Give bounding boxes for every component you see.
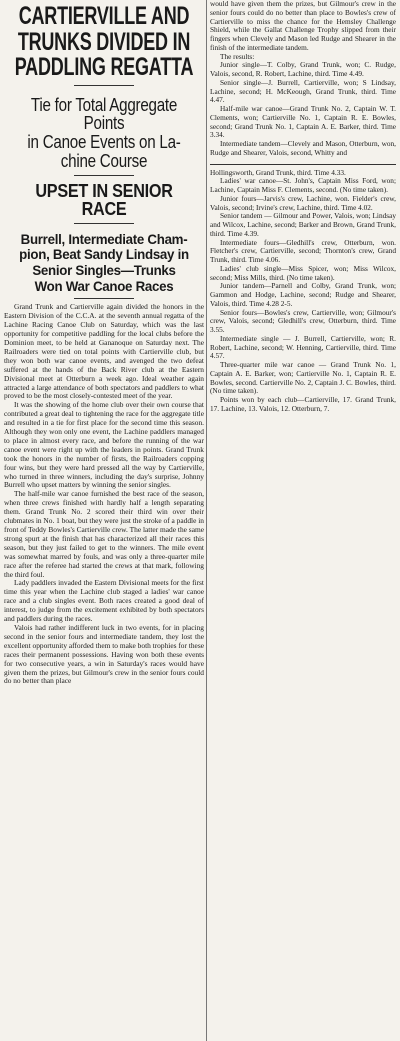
article-paragraph: Valois had rather indifferent luck in two events, for in placing second in the senior fours and intermediate tandem, they lost the excellent opportunity afforded them to make both trophies for these races their permanent possessions. Having won both these events for two consecutive years, a win in Saturday's races would have given them the prizes, but Gilmour's crew in the senior fours could do no better than place <box>4 622 204 686</box>
summary-line: pion, Beat Sandy Lindsay in <box>19 246 189 263</box>
summary-line: Burrell, Intermediate Cham- <box>20 230 188 247</box>
main-headline <box>10 4 197 81</box>
summary-line: Won War Canoe Races <box>34 277 174 294</box>
headline-divider <box>74 298 134 299</box>
article-paragraph: Grand Trunk and Cartierville again divided the honors in the Eastern Division of the C.C.A. at the seventh annual regatta of the Lachine Racing Canoe Club on Saturday, which was the last opportunity for competitive paddling for the local clubs before the Dominion meet, to be held at Gananoque on Saturday next. The Railroaders were tied on total points with Cartierville club, but they won both war canoe events, and avenged the two defeat suffered at the hands of the Back River club at the Eastern Divisional meet at Otterburn a week ago. Ideal weather again attracted a large attendance of both spectators and paddlers to what proved to be the most closely-contested meet of the year. <box>4 302 204 401</box>
result-entry: Senior tandem — Gilmour and Power, Valois, won; Lindsay and Wilcox, Lachine, second; Barker and Brown, Grand Trunk, third. Time 4.39. <box>210 211 396 238</box>
result-entry: Three-quarter mile war canoe — Grand Trunk No. 1, Captain A. E. Barker, won; Cartierville No. 1, Captain R. E. Bowles, second. Cartierville No. 2, Captain J. C. Bowles, third. (No time taken). <box>210 360 396 396</box>
main-headline-line: PADDLING REGATTA <box>14 53 194 81</box>
result-entry: Senior fours—Bowles's crew, Cartierville, won; Gilmour's crew, Valois, second; Gledhill's crew, Otterburn, third. Time 3.55. <box>210 307 396 334</box>
deck-line: Tie for Total Aggregate Points <box>30 93 178 134</box>
main-headline-line: TRUNKS DIVIDED IN <box>17 27 191 56</box>
result-entry: Ladies' war canoe—St. John's, Captain Miss Ford, won; Lachine, Captain Miss F. Clements, second. (No time taken). <box>210 176 396 194</box>
result-entry: Junior fours—Jarvis's crew, Lachine, won. Fielder's crew, Valois, second; Irvine's crew, Lachine, third. Time 4.02. <box>210 193 396 212</box>
article-paragraph: It was the showing of the home club over their own course that contributed a great deal to tightening the race for the aggregate title and resulted in a tie for first place for the second time this season. Although they won only one event, the Lachine paddlers managed to place in almost every race, and before the running of the war canoe event were right up with the leaders in points. Grand Trunk took the honors in the number of firsts, the Railroaders copping four wins, but they were hard pressed all the way by Cartierville, who turned in three winners, including the day's surprise, Johnny Burrell who upset matters by winning the senior singles. <box>4 400 204 490</box>
result-entry: Senior single—J. Burrell, Cartierville, won; S Lindsay, Lachine, second; H. McKeough, Grand Trunk, third. Time 4.47. <box>210 77 396 105</box>
upset-headline: UPSET IN SENIOR RACE <box>35 180 173 220</box>
deck-line: chine Course <box>60 150 148 172</box>
result-entry: Junior single—T. Colby, Grand Trunk, won; C. Rudge, Valois, second, R. Robert, Lachine, third. Time 4.49. <box>210 60 396 78</box>
result-entry: Junior tandem—Parnell and Colby, Grand Trunk, won; Gammon and Hodge, Lachine, second; Rudge and Shearer, Valois, third. Time 4.28 2-5. <box>210 281 396 308</box>
results-heading: The results: <box>220 51 255 61</box>
headline-divider <box>74 85 134 86</box>
article-paragraph: Lady paddlers invaded the Eastern Divisional meets for the first time this year when the Lachine club staged a ladies' war canoe race and a club singles event. Both races created a good deal of interest, to judge from the excitement exhibited by both spectators and paddlers during the races. <box>4 578 204 624</box>
result-entry: Intermediate fours—Gledhill's crew, Otterburn, won. Fletcher's crew, Cartierville, second; Thornton's crew, Grand Trunk, third. Time 4.06. <box>210 237 396 264</box>
left-column <box>4 0 204 686</box>
deck-line: in Canoe Events on La- <box>27 131 181 153</box>
right-column <box>210 0 396 414</box>
result-entry: Intermediate single — J. Burrell, Cartierville, won; R. Robert, Lachine, second; W. Henning, Cartierville, third. Time 4.57. <box>210 333 396 361</box>
result-entry: Ladies' club single—Miss Spicer, won; Miss Wilcox, second; Miss Mills, third. (No time taken). <box>210 263 396 282</box>
headline-divider <box>74 223 134 224</box>
result-entry: Intermediate tandem—Clevely and Mason, Otterburn, won, Rudge and Shearer, Valois, second, Whitty and <box>210 139 396 157</box>
result-entry: Points won by each club—Cartierville, 17. Grand Trunk, 17. Lachine, 13. Valois, 12. Otterburn, 7. <box>210 395 396 413</box>
section-divider <box>210 164 396 165</box>
result-entry: Hollingsworth, Grand Trunk, third. Time 4.33. <box>210 167 346 177</box>
article-body <box>4 303 204 686</box>
summary-line: Senior Singles—Trunks <box>32 262 176 278</box>
summary-headline <box>5 232 203 295</box>
deck-subheadline <box>11 93 198 172</box>
column-divider <box>206 0 207 1041</box>
article-paragraph: The half-mile war canoe furnished the best race of the season, when three crews finished with hardly half a length separating them. Grand Trunk No. 2 scored their third win over their clubmates in No. 1 boat, but they were just the stroke of a paddle in front of Teddy Bowles's Cartierville crew. The latter made the same strong spurt at the finish that has characterized all their races this season, but they just failed to get to the winners. The mile event was somewhat marred by fouls, and was only a three-quarter mile race after the referee had started the crews at that mark, following the third foul. <box>4 489 204 579</box>
result-entry: Half-mile war canoe—Grand Trunk No. 2, Captain W. T. Clements, won; Cartierville No. 1, Captain R. E. Bowles, second; Grand Trunk No. 1, Captain A. E. Barker, third. Time 3.34. <box>210 104 396 140</box>
main-headline-line: CARTIERVILLE AND <box>18 2 190 30</box>
headline-divider <box>74 175 134 176</box>
article-paragraph: would have given them the prizes, but Gilmour's crew in the senior fours could do no better than place to Bowles's crew of Cartierville to miss the chance for the Hemsley Challenge Shield, while the Gallat Challenge Trophy slipped from their fingers when Clevely and Mason led Rudge and Shearer in the finish of the intermediate tandem. <box>210 0 396 52</box>
